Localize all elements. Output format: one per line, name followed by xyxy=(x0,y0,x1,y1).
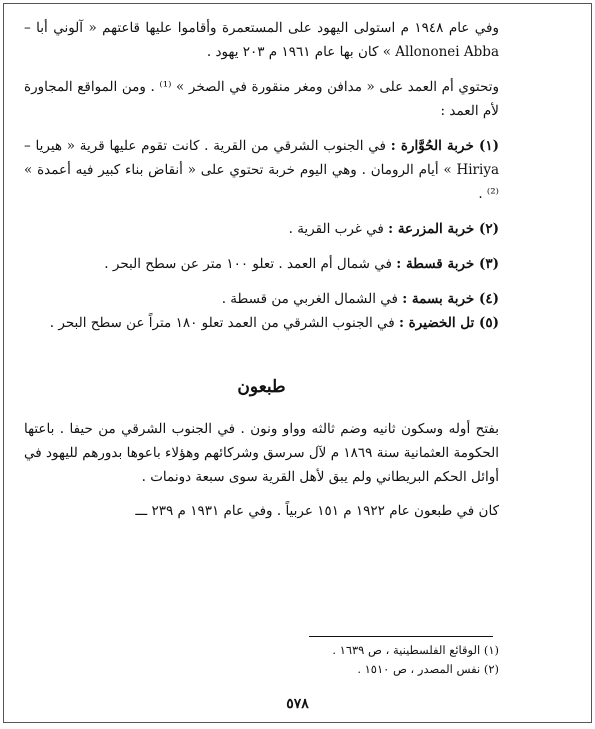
paragraph-statistics: كان في طبعون عام ١٩٢٢ م ١٥١ عربياً . وفي عام ١٩٣١ م ٢٣٩ ـــ xyxy=(135,503,499,519)
site-entry xyxy=(24,287,499,311)
site-entry xyxy=(24,252,499,276)
section-title: طبعون xyxy=(237,377,286,397)
site-description: في الشمال الغربي من قسطة . xyxy=(221,291,403,307)
site-name: (٤) خربة بسمة : xyxy=(402,291,499,307)
site-name: (٥) تل الخضيرة : xyxy=(399,315,499,331)
page-number: ٥٧٨ xyxy=(286,696,309,712)
paragraph-intro: وفي عام ١٩٤٨ م استولى اليهود على المستعمرة وأقاموا عليها قاعتهم « آلوني أبا – Allononei Abba » كان بها عام ١٩٦١ م ٢٠٣ يهود . xyxy=(24,20,499,60)
site-description: في الجنوب الشرقي من العمد تعلو ١٨٠ متراً عن سطح البحر . xyxy=(49,315,399,331)
footnote: (١) الوقائع الفلسطينية ، ص ١٦٣٩ . xyxy=(332,643,499,657)
site-description: في شمال أم العمد . تعلو ١٠٠ متر عن سطح البحر . xyxy=(104,256,397,272)
site-description: في غرب القرية . xyxy=(288,221,389,237)
main-text xyxy=(24,16,499,523)
site-entry xyxy=(24,134,499,206)
paragraph-history: بفتح أوله وسكون ثانيه وضم ثالثه وواو ونون . في الجنوب الشرقي من حيفا . باعتها الحكومة العثمانية سنة ١٨٦٩ م لآل سرسق وشركائهم وهؤلاء باعوها بدورهم لليهود في أوائل الحكم البريطاني ولم يبق لأهل القرية سوى سبعة دونمات . xyxy=(24,421,500,485)
document-page xyxy=(3,3,592,723)
footnote-divider xyxy=(309,636,493,637)
site-name: (٣) خربة قسطة : xyxy=(396,256,499,272)
footnote: (٢) نفس المصدر ، ص ١٥١٠ . xyxy=(357,662,499,676)
site-entry xyxy=(24,217,499,241)
site-name: (٢) خربة المزرعة : xyxy=(388,221,499,237)
site-description: في الجنوب الشرقي من القرية . كانت تقوم عليها قرية « هيريا – Hiriya » أيام الرومان . وهي اليوم خربة تحتوي على « أنقاض بناء كبير فيه أعمدة » ⁽²⁾ . xyxy=(24,138,499,202)
site-entry xyxy=(24,311,499,335)
footnotes xyxy=(199,641,499,679)
paragraph-graves: وتحتوي أم العمد على « مدافن ومغر منقورة في الصخر » ⁽¹⁾ . ومن المواقع المجاورة لأم العمد : xyxy=(24,79,499,119)
site-name: (١) خربة الحُوَّارة : xyxy=(390,138,500,154)
